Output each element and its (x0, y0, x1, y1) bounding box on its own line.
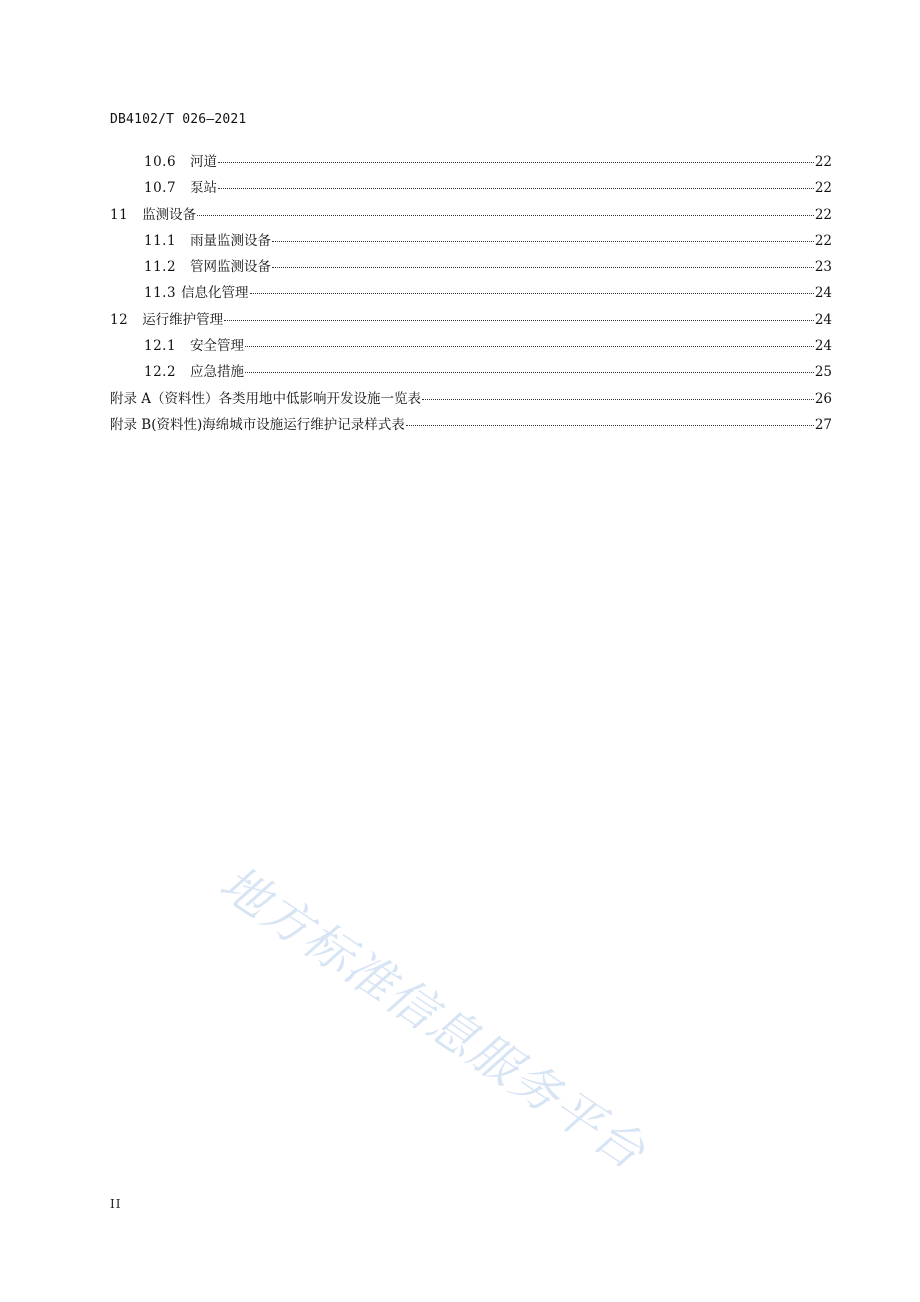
toc-entry-title: 附录 B(资料性)海绵城市设施运行维护记录样式表 (110, 416, 405, 433)
toc-entry-page: 26 (814, 390, 832, 407)
toc-entry-number: 12.2 (144, 364, 177, 381)
toc-dot-leader (406, 425, 814, 426)
toc-entry[interactable] (110, 362, 832, 388)
toc-entry-page: 25 (814, 364, 832, 381)
toc-entry-number: 11.2 (144, 259, 177, 276)
toc-entry-number: 12.1 (144, 338, 177, 355)
toc-entry[interactable] (110, 231, 832, 257)
toc-entry-number: 11.1 (144, 232, 177, 249)
toc-entry-number: 10.6 (144, 154, 177, 170)
toc-entry-number: 11 (110, 206, 129, 223)
toc-entry[interactable] (110, 205, 832, 231)
toc-dot-leader (245, 346, 814, 347)
toc-dot-leader (218, 162, 814, 163)
toc-entry-page: 22 (814, 232, 832, 249)
toc-dot-leader (272, 241, 814, 242)
toc-entry-page: 24 (814, 285, 832, 302)
toc-entry[interactable] (110, 178, 832, 204)
toc-entry-title: 安全管理 (190, 338, 245, 355)
document-code: DB4102/T 026—2021 (110, 112, 247, 127)
toc-entry-page: 27 (814, 416, 832, 433)
toc-entry[interactable] (110, 152, 832, 178)
toc-entry-title: 管网监测设备 (190, 259, 272, 276)
toc-entry[interactable] (110, 283, 832, 309)
toc-entry-page: 23 (814, 259, 832, 276)
toc-entry-title: 河道 (190, 154, 218, 170)
toc-entry[interactable] (110, 336, 832, 362)
toc-entry-appendix-a[interactable] (110, 389, 832, 415)
toc-entry-title: 附录 A（资料性）各类用地中低影响开发设施一览表 (110, 390, 422, 407)
toc-entry[interactable] (110, 257, 832, 283)
toc-entry-number: 11.3 (144, 285, 177, 302)
footer-page-number: II (110, 1197, 122, 1211)
toc-entry-number: 10.7 (144, 180, 177, 197)
toc-dot-leader (272, 267, 814, 268)
toc-dot-leader (224, 320, 814, 321)
toc-entry-title: 泵站 (190, 180, 218, 197)
toc-entry-page: 22 (814, 154, 832, 170)
toc-entry-title: 运行维护管理 (142, 311, 224, 328)
toc-entry-title: 监测设备 (142, 206, 197, 223)
toc-dot-leader (245, 372, 814, 373)
toc-entry-page: 22 (814, 206, 832, 223)
toc-entry-appendix-b[interactable] (110, 415, 832, 441)
table-of-contents (110, 152, 832, 441)
toc-entry-page: 24 (814, 338, 832, 355)
toc-entry-title: 雨量监测设备 (190, 232, 272, 249)
toc-entry-title: 信息化管理 (181, 285, 249, 302)
toc-dot-leader (218, 188, 814, 189)
toc-entry[interactable] (110, 310, 832, 336)
toc-entry-number: 12 (110, 311, 129, 328)
watermark: 地方标准信息服务平台 (209, 855, 656, 1182)
toc-dot-leader (197, 215, 814, 216)
toc-dot-leader (422, 399, 814, 400)
toc-entry-page: 22 (814, 180, 832, 197)
toc-dot-leader (250, 293, 814, 294)
toc-entry-title: 应急措施 (190, 364, 245, 381)
toc-entry-page: 24 (814, 311, 832, 328)
